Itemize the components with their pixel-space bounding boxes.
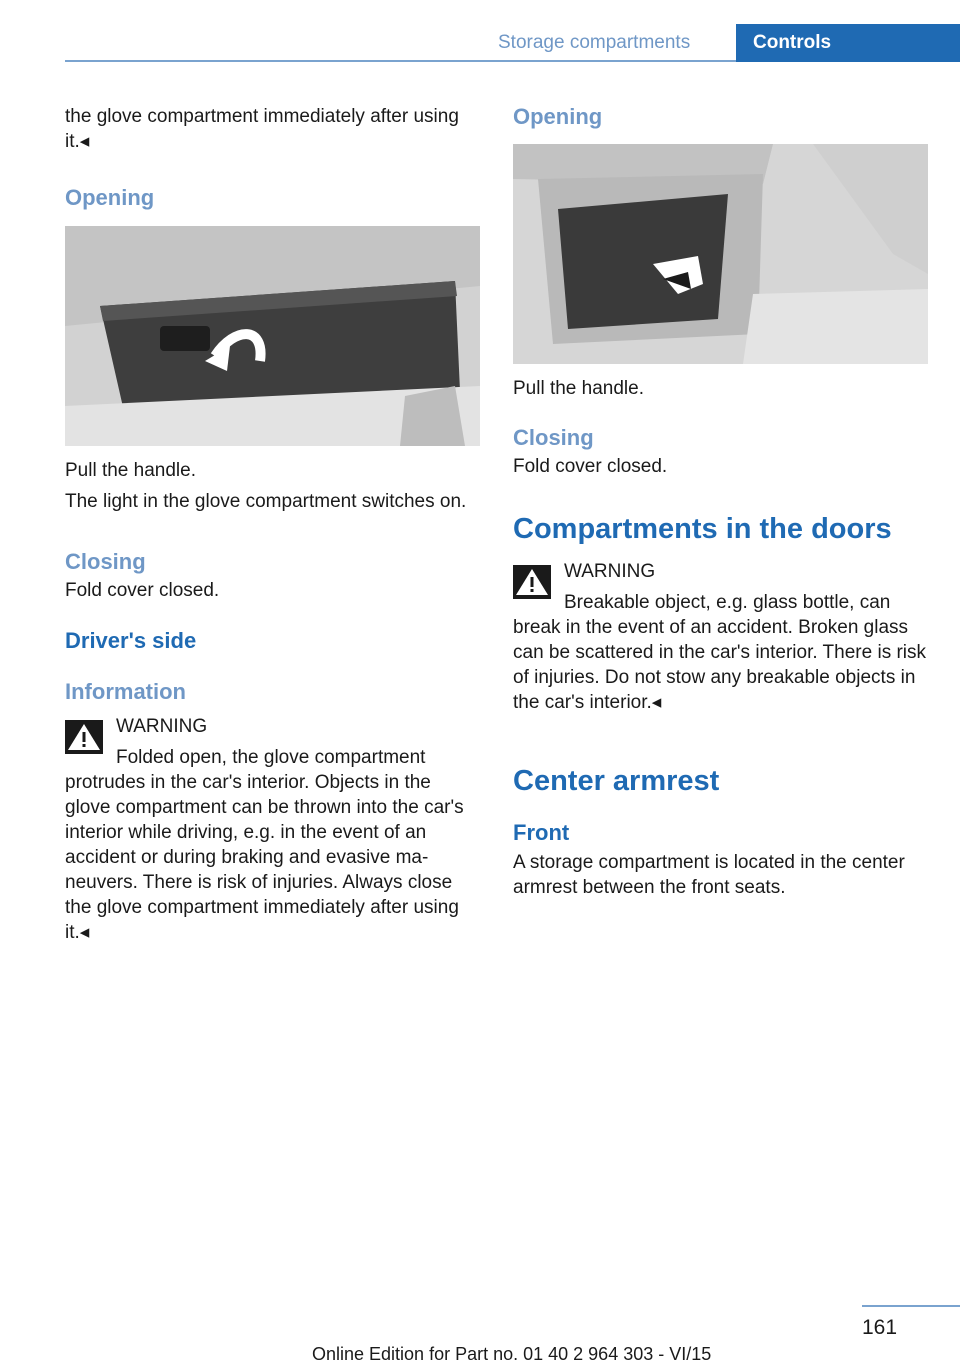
warning-label-right: WARNING (564, 561, 656, 582)
fold-text: Fold cover closed. (65, 580, 220, 601)
edition-text: Online Edition for Part no. 01 40 2 964 303 - VI/15 (312, 1344, 712, 1364)
center-armrest-heading: Center armrest (513, 765, 720, 797)
information-heading: Information (65, 679, 186, 704)
warning-block (65, 714, 480, 945)
pull-handle-text: Pull the handle. (65, 460, 196, 481)
pull-handle-text-right: Pull the handle. (513, 378, 644, 399)
header-section-title: Storage compartments (498, 32, 691, 53)
opening-heading-right: Opening (513, 104, 603, 129)
light-text: The light in the glove compartment switches on. (65, 491, 467, 512)
doors-heading: Compartments in the doors (513, 513, 892, 545)
warning-text: protrudes in the car's interior. Objects in the glove compartment can be thrown into the car's interior while driving, e.g. in the event of an accident or during braking and evasive maneuvers. There is risk of injuries. Always close the glove compartment immediately after using it.◂ (65, 772, 464, 943)
header-chapter-tab: Controls (736, 24, 960, 62)
drivers-side-heading: Driver's side (65, 628, 197, 653)
warning-block-right (513, 559, 928, 715)
fold-text-right: Fold cover closed. (513, 456, 668, 477)
warning-first-line-right: Breakable object, e.g. glass bottle, can (564, 592, 891, 613)
closing-heading: Closing (65, 549, 146, 574)
footer-rule (862, 1305, 960, 1307)
front-text: A storage compartment is located in the center armrest between the front seats. (513, 852, 905, 898)
continued-text: the glove compartment immediately after using it.◂ (65, 106, 459, 152)
warning-label: WARNING (116, 716, 208, 737)
page-number: 161 (862, 1316, 898, 1339)
drivers-compartment-illustration (513, 144, 928, 364)
front-heading: Front (513, 820, 570, 845)
warning-triangle-icon (513, 565, 551, 599)
warning-triangle-icon (65, 720, 103, 754)
closing-heading-right: Closing (513, 425, 594, 450)
glove-compartment-illustration (65, 226, 480, 446)
opening-heading: Opening (65, 185, 155, 210)
left-column (65, 100, 480, 945)
right-column (513, 100, 928, 900)
warning-first-line: Folded open, the glove compartment (116, 747, 426, 768)
warning-text-right: break in the event of an accident. Broken glass can be scattered in the car's interior. There is risk of injuries. Do not stow any breakable objects in the car's interior.◂ (513, 617, 927, 713)
